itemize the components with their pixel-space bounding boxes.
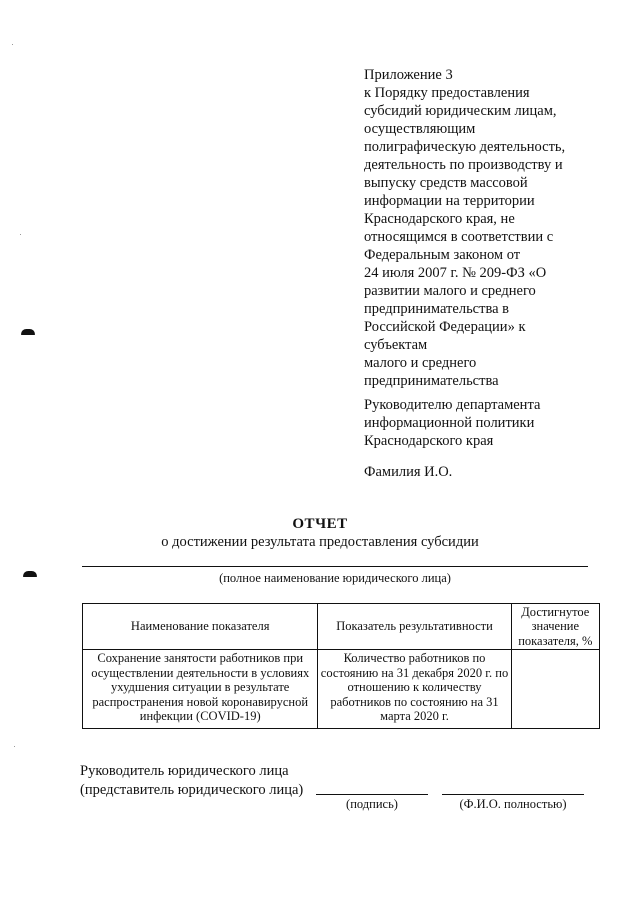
cell-performance-indicator: Количество работников по состоянию на 31 декабря 2020 г. по отношению к количеству работников по состоянию на 31 марта 2020 г. [318,650,511,729]
appendix-line: деятельность по производству и [364,157,563,173]
full-name-line [442,794,584,795]
addressee-line: информационной политики [364,415,535,431]
addressee-block [364,396,540,450]
report-title: ОТЧЕТ [292,516,348,532]
signature-line [316,794,428,795]
signature-role-line2: (представитель юридического лица) [80,782,304,798]
appendix-line: Федеральным законом от [364,247,521,263]
scan-hole-mark [21,329,35,335]
appendix-line: полиграфическую деятельность, [364,139,566,155]
legal-entity-name-caption: (полное наименование юридического лица) [219,571,451,585]
appendix-line: Краснодарского края, не [364,211,515,227]
appendix-block [364,66,604,390]
signature-block [80,762,303,800]
addressee-line: Краснодарского края [364,433,494,449]
addressee-name: Фамилия И.О. [364,464,453,480]
appendix-line: предпринимательства [364,373,499,389]
appendix-line: относящимся в соответствии с [364,229,554,245]
appendix-line: развитии малого и среднего [364,283,536,299]
signature-role-line1: Руководитель юридического лица [80,763,289,779]
header-achieved-value: Достигнутое значение показателя, % [511,604,599,650]
signature-caption: (подпись) [346,797,398,811]
appendix-line: предпринимательства в [364,301,510,317]
header-performance-indicator: Показатель результативности [318,604,511,650]
indicator-table [82,603,600,729]
cell-indicator-name: Сохранение занятости работников при осуществлении деятельности в условиях ухудшения ситуации в результате распространения новой коронавирусной инфекции (COVID-19) [83,650,318,729]
appendix-line: к Порядку предоставления [364,85,530,101]
appendix-line: субсидий юридическим лицам, [364,103,557,119]
appendix-line: 24 июля 2007 г. № 209-ФЗ «О [364,265,547,281]
full-name-caption: (Ф.И.О. полностью) [459,797,567,811]
scan-speck [20,234,21,235]
appendix-line: Приложение 3 [364,67,453,83]
appendix-line: выпуску средств массовой [364,175,528,191]
appendix-line: малого и среднего [364,355,477,371]
scan-hole-mark [23,571,37,577]
appendix-line: субъектам [364,337,428,353]
addressee-line: Руководителю департамента [364,397,541,413]
appendix-line: осуществляющим [364,121,476,137]
cell-achieved-value [511,650,599,729]
table-header-row [83,604,600,650]
header-indicator-name: Наименование показателя [83,604,318,650]
appendix-line: информации на территории [364,193,535,209]
scan-speck [14,746,15,747]
scan-speck [12,44,13,45]
legal-entity-name-line [82,566,588,567]
table-row [83,650,600,729]
report-subtitle: о достижении результата предоставления субсидии [161,534,479,550]
appendix-line: Российской Федерации» к [364,319,526,335]
